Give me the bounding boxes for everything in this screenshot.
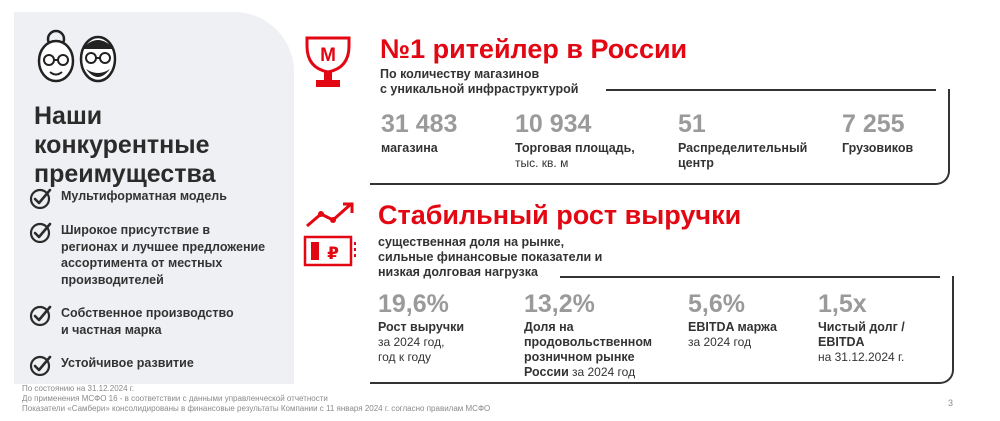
stat-dc	[678, 110, 807, 171]
stat-ebitda-margin	[688, 290, 777, 350]
footnotes	[22, 384, 722, 414]
stat-value: 19,6%	[378, 290, 449, 318]
advantage-text: Мультиформатная модель	[61, 189, 227, 203]
check-circle-icon	[29, 220, 53, 244]
stat-sub: за 2024 год	[688, 335, 752, 349]
page-number: 3	[948, 398, 954, 408]
stat-label: Чистый долг / EBITDA	[818, 320, 905, 349]
revenue-title: Стабильный рост выручки	[378, 200, 742, 230]
stat-value: 7 255	[842, 110, 905, 138]
list-item	[29, 305, 234, 338]
stat-stores	[381, 110, 457, 156]
check-circle-icon	[29, 303, 53, 327]
advantage-text: Собственное производство и частная марка	[61, 306, 234, 337]
ruble-symbol: ₽	[327, 244, 339, 264]
stat-value: 31 483	[381, 110, 458, 138]
stat-label: Доля на продовольственном розничном рынке России	[524, 320, 653, 379]
revenue-subtitle: существенная доля на рынке, сильные финансовые показатели и низкая долговая нагрузка	[378, 235, 603, 279]
stat-sub: на 31.12.2024 г.	[818, 350, 905, 364]
stat-area	[515, 110, 635, 171]
advantage-text: Широкое присутствие в регионах и лучшее предложение ассортимента от местных производителей	[61, 223, 266, 287]
list-item	[29, 188, 227, 210]
stat-value: 51	[678, 110, 706, 138]
check-circle-icon	[29, 353, 53, 377]
footnote: До применения МСФО 16 - в соответствии с данными управленческой отчетности	[22, 394, 328, 403]
trophy-letter: М	[320, 45, 336, 66]
list-item	[29, 222, 265, 288]
retailer-title: №1 ритейлер в России	[380, 34, 688, 64]
stat-revenue-growth	[378, 290, 464, 365]
stat-sub: за 2024 год	[572, 365, 636, 379]
growth-chart-icon	[303, 200, 359, 270]
advantages-panel	[14, 12, 294, 384]
stat-value: 5,6%	[688, 290, 745, 318]
mascots-icon	[34, 27, 124, 87]
stat-market-share	[524, 290, 652, 380]
stat-value: 13,2%	[524, 290, 595, 318]
trophy-icon	[303, 34, 353, 92]
retailer-subtitle: По количеству магазинов с уникальной инфраструктурой	[380, 67, 579, 96]
list-item	[29, 355, 194, 377]
stat-value: 1,5x	[818, 290, 867, 318]
stat-label: магазина	[381, 141, 438, 155]
stat-trucks	[842, 110, 913, 156]
stat-value: 10 934	[515, 110, 592, 138]
stat-sub: тыс. кв. м	[515, 156, 569, 170]
panel-title: Наши конкурентные преимущества	[34, 102, 216, 188]
stat-label: EBITDA маржа	[688, 320, 778, 334]
check-circle-icon	[29, 186, 53, 210]
footnote: По состоянию на 31.12.2024 г.	[22, 384, 134, 393]
stat-sub: за 2024 год, год к году	[378, 335, 445, 364]
stat-label: Грузовиков	[842, 141, 914, 155]
footnote: Показатели «Самбери» консолидированы в финансовые результаты Компании с 11 января 2024 г. согласно правилам МСФО	[22, 404, 491, 413]
advantage-text: Устойчивое развитие	[61, 356, 194, 370]
stat-net-debt	[818, 290, 905, 365]
stat-label: Торговая площадь,	[515, 141, 635, 155]
stat-label: Распределительный центр	[678, 141, 808, 170]
stat-label: Рост выручки	[378, 320, 465, 334]
